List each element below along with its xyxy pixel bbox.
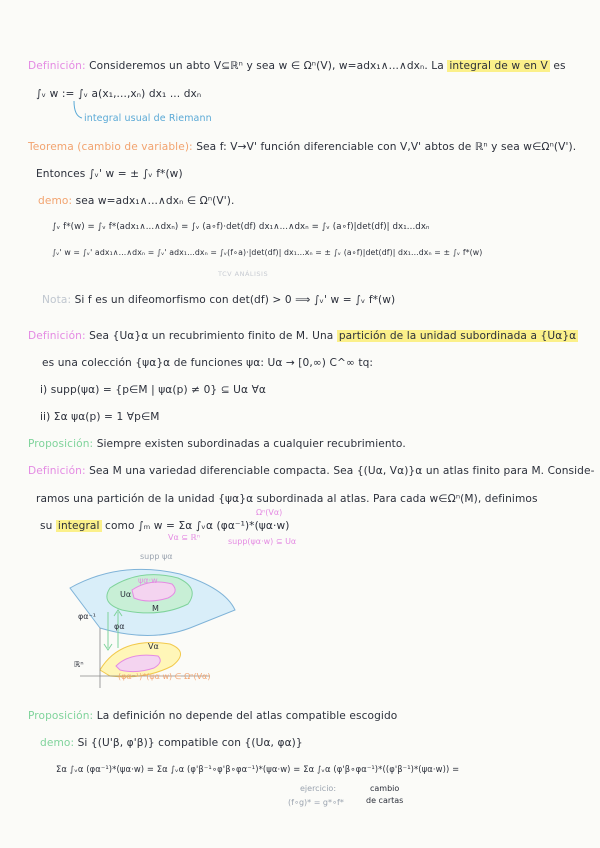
- definition-3-line2: ramos una partición de la unidad {ψα}α subordinada al atlas. Para cada w∈Ωⁿ(M), definimos: [36, 493, 538, 505]
- definition-label: Definición:: [28, 60, 86, 72]
- note-omega-v: Ωⁿ(Vα): [256, 508, 283, 517]
- diagram-phi-inv-label: φα⁻¹: [78, 612, 96, 621]
- demo-label: demo:: [40, 737, 75, 749]
- definition-text: Sea {Uα}α un recubrimiento finito de M. Una: [89, 330, 334, 342]
- definition-label: Definición:: [28, 465, 86, 477]
- exercise-label: ejercicio:: [300, 784, 337, 793]
- proof-eq-1: ∫ᵥ f*(w) = ∫ᵥ f*(adx₁∧...∧dxₙ) = ∫ᵥ (a∘f)·det(df) dx₁∧...∧dxₙ = ∫ᵥ (a∘f)|det(df)| dx₁...dxₙ: [52, 222, 430, 232]
- definition-2-line2: es una colección {ψα}α de funciones ψα: Uα → [0,∞) C^∞ tq:: [42, 357, 374, 369]
- condition-i: i) supp(ψα) = {p∈M | ψα(p) ≠ 0} ⊆ Uα ∀α: [40, 384, 267, 396]
- highlight-partition: partición de la unidad subordinada a {Uα}α: [338, 330, 577, 342]
- proof-eq-2: ∫ᵥ' w = ∫ᵥ' adx₁∧...∧dxₙ = ∫ᵥ' adx₁...dxₙ = ∫ᵥ(f∘a)·|det(df)| dx₁...xₙ = ± ∫ᵥ (a∘f)|det(df)| dx₁...dxₙ = ± ∫ᵥ f*(w): [52, 248, 483, 257]
- tcv-label: TCV ANÁLISIS: [218, 270, 269, 278]
- highlight-integral: integral de w en V: [449, 60, 548, 72]
- definition-3: [28, 465, 595, 477]
- theorem-text: Sea f: V→V' función diferenciable con V,V' abtos de ℝⁿ y sea w∈Ωⁿ(V').: [196, 141, 577, 153]
- demo-line-2: [40, 737, 303, 749]
- demo-line: [38, 195, 234, 207]
- line3-formula: como ∫ₘ w = Σα ∫ᵥα (φα⁻¹)*(ψα·w): [105, 520, 290, 532]
- change-label: cambio: [370, 784, 400, 793]
- proof-eq-3: Σα ∫ᵥα (φα⁻¹)*(ψα·w) = Σα ∫ᵥα (φ'β⁻¹∘φ'β∘φα⁻¹)*(ψα·w) = Σα ∫ᵥα (φ'β∘φα⁻¹)*((φ'β⁻¹)*(ψα·w)) =: [56, 764, 460, 774]
- diagram-phi-label: φα: [114, 622, 125, 631]
- proposition-text: La definición no depende del atlas compatible escogido: [96, 710, 398, 722]
- theorem: [28, 141, 576, 153]
- integral-formula: ∫ᵥ w := ∫ᵥ a(x₁,...,xₙ) dx₁ ... dxₙ: [36, 88, 202, 100]
- definition-text: Sea M una variedad diferenciable compacta. Sea {(Uα, Vα)}α un atlas finito para M. Conside-: [89, 465, 595, 477]
- definition-3-line3: [40, 520, 289, 532]
- diagram-bottom-label: (φα⁻¹)*(ψα·w) ∈ Ωⁿ(Vα): [118, 672, 211, 681]
- demo-label: demo:: [38, 195, 73, 207]
- demo-text: sea w=adx₁∧...∧dxₙ ∈ Ωⁿ(V').: [75, 195, 235, 207]
- riemann-note: integral usual de Riemann: [84, 113, 212, 124]
- condition-ii: ii) Σα ψα(p) = 1 ∀p∈M: [40, 411, 160, 423]
- definition-tail: es: [553, 60, 566, 72]
- diagram-supp-label: supp ψα: [140, 552, 173, 561]
- definition-1: [28, 60, 566, 72]
- theorem-then: Entonces ∫ᵥ' w = ± ∫ᵥ f*(w): [36, 168, 183, 180]
- demo-text: Si {(U'β, φ'β)} compatible con {(Uα, φα)}: [77, 737, 303, 749]
- definition-2: [28, 330, 578, 342]
- note-v-rn: Vα ⊆ ℝⁿ: [168, 533, 201, 542]
- charts-label: de cartas: [366, 796, 404, 805]
- note-label: Nota:: [42, 294, 72, 306]
- proposition-label: Proposición:: [28, 710, 94, 722]
- diagram-psiw-label: ψα·w: [138, 576, 158, 585]
- proposition-label: Proposición:: [28, 438, 94, 450]
- note-text: Si f es un difeomorfismo con det(df) > 0 ⟹ ∫ᵥ' w = ∫ᵥ f*(w): [74, 294, 396, 306]
- proposition-2: [28, 710, 397, 722]
- note-line: [42, 294, 395, 306]
- exercise-formula: (f∘g)* = g*∘f*: [288, 798, 344, 807]
- line3-pre: su: [40, 520, 53, 532]
- definition-label: Definición:: [28, 330, 86, 342]
- diagram-u-label: Uα: [120, 590, 132, 599]
- proposition-text: Siempre existen subordinadas a cualquier recubrimiento.: [96, 438, 406, 450]
- diagram-v-label: Vα: [148, 642, 159, 651]
- highlight-integral-def: integral: [57, 520, 100, 532]
- note-arrow: [70, 100, 84, 122]
- proposition-1: [28, 438, 406, 450]
- theorem-label: Teorema (cambio de variable):: [28, 141, 193, 153]
- definition-text: Consideremos un abto V⊆ℝⁿ y sea w ∈ Ωⁿ(V), w=adx₁∧...∧dxₙ. La: [89, 60, 444, 72]
- note-supp: supp(ψα·w) ⊆ Uα: [228, 537, 297, 546]
- diagram-rn-label: ℝⁿ: [74, 660, 84, 669]
- diagram-m-label: M: [152, 604, 159, 613]
